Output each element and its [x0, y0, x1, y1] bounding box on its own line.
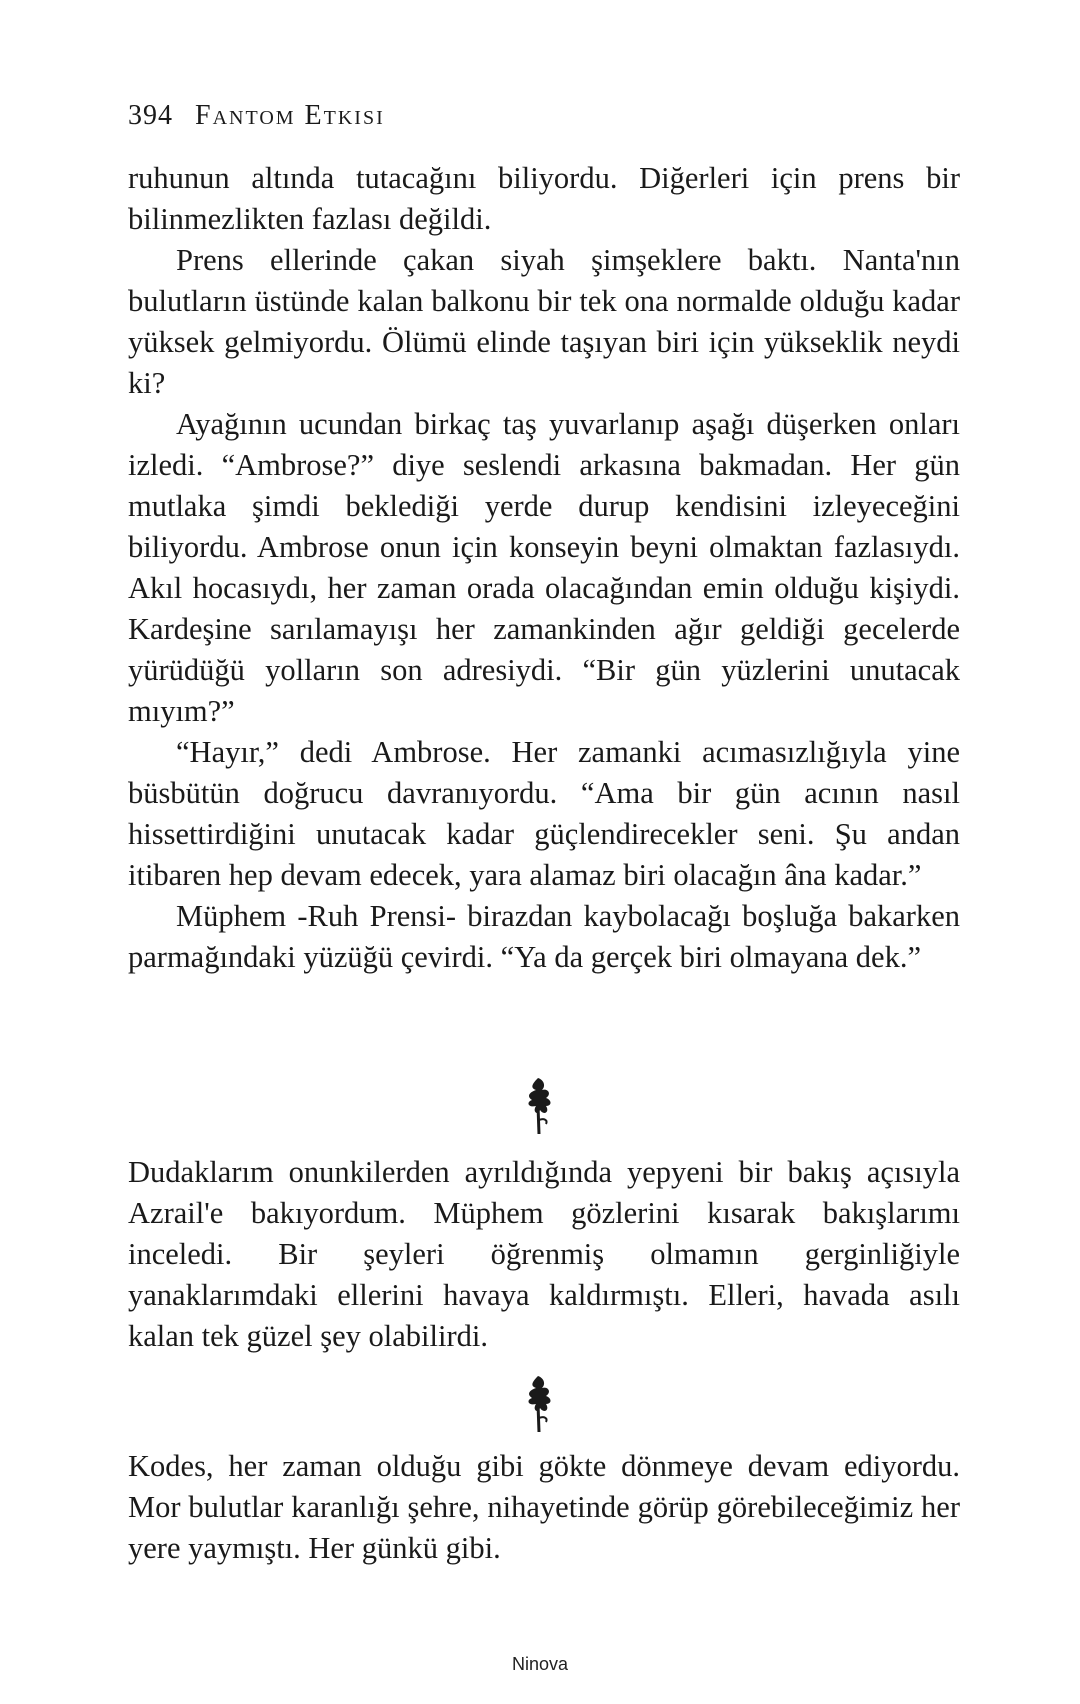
paragraph: ruhunun altında tutacağını biliyordu. Diğerleri için prens bir bilinmezlikten fazlası değildi.: [128, 161, 960, 236]
publisher-footer: Ninova: [511, 1654, 569, 1674]
book-title: Fantom Etkisi: [195, 100, 385, 131]
text-section-2: [128, 1152, 960, 1357]
paragraph: “Hayır,” dedi Ambrose. Her zamanki acımasızlığıyla yine büsbütün doğrucu davranıyordu. “Ama bir gün acının nasıl hissettirdiğini unutacak kadar güçlendirecekler seni. Şu andan itibaren hep devam edecek, yara alamaz biri olacağın âna kadar.”: [128, 735, 960, 892]
paragraph: Dudaklarım onunkilerden ayrıldığında yepyeni bir bakış açısıyla Azrail'e bakıyordum. Müphem gözlerini kısarak bakışlarımı inceledi. Bir şeyleri öğrenmiş olmamın gerginliğiyle yanaklarımdaki ellerini havaya kaldırmıştı. Elleri, havada asılı kalan tek güzel şey olabilirdi.: [128, 1155, 960, 1353]
paragraph: Müphem -Ruh Prensi- birazdan kaybolacağı boşluğa bakarken parmağındaki yüzüğü çevirdi. “Ya da gerçek biri olmayana dek.”: [128, 899, 960, 974]
flower-ornament-icon: [518, 1374, 558, 1434]
page-number: 394: [128, 100, 173, 131]
running-header: [128, 100, 385, 132]
paragraph: Ayağının ucundan birkaç taş yuvarlanıp aşağı düşerken onları izledi. “Ambrose?” diye seslendi arkasına bakmadan. Her gün mutlaka şimdi beklediği yerde durup kendisini izleyeceğini biliyordu. Ambrose onun için konseyin beyni olmaktan fazlasıydı. Akıl hocasıydı, her zaman orada olacağından emin olduğu kişiydi. Kardeşine sarılamayışı her zamankinden ağır geldiği gecelerde yürüdüğü yolların son adresiydi. “Bir gün yüzlerini unutacak mıyım?”: [128, 407, 960, 728]
text-section-1: [128, 158, 960, 978]
paragraph: Kodes, her zaman olduğu gibi gökte dönmeye devam ediyordu. Mor bulutlar karanlığı şehre, nihayetinde görüp görebileceğimiz her yere yaymıştı. Her günkü gibi.: [128, 1449, 960, 1565]
text-section-3: [128, 1446, 960, 1569]
flower-ornament-icon: [518, 1076, 558, 1136]
paragraph: Prens ellerinde çakan siyah şimşeklere baktı. Nanta'nın bulutların üstünde kalan balkonu bir tek ona normalde olduğu kadar yüksek gelmiyordu. Ölümü elinde taşıyan biri için yükseklik neydi ki?: [128, 243, 960, 400]
